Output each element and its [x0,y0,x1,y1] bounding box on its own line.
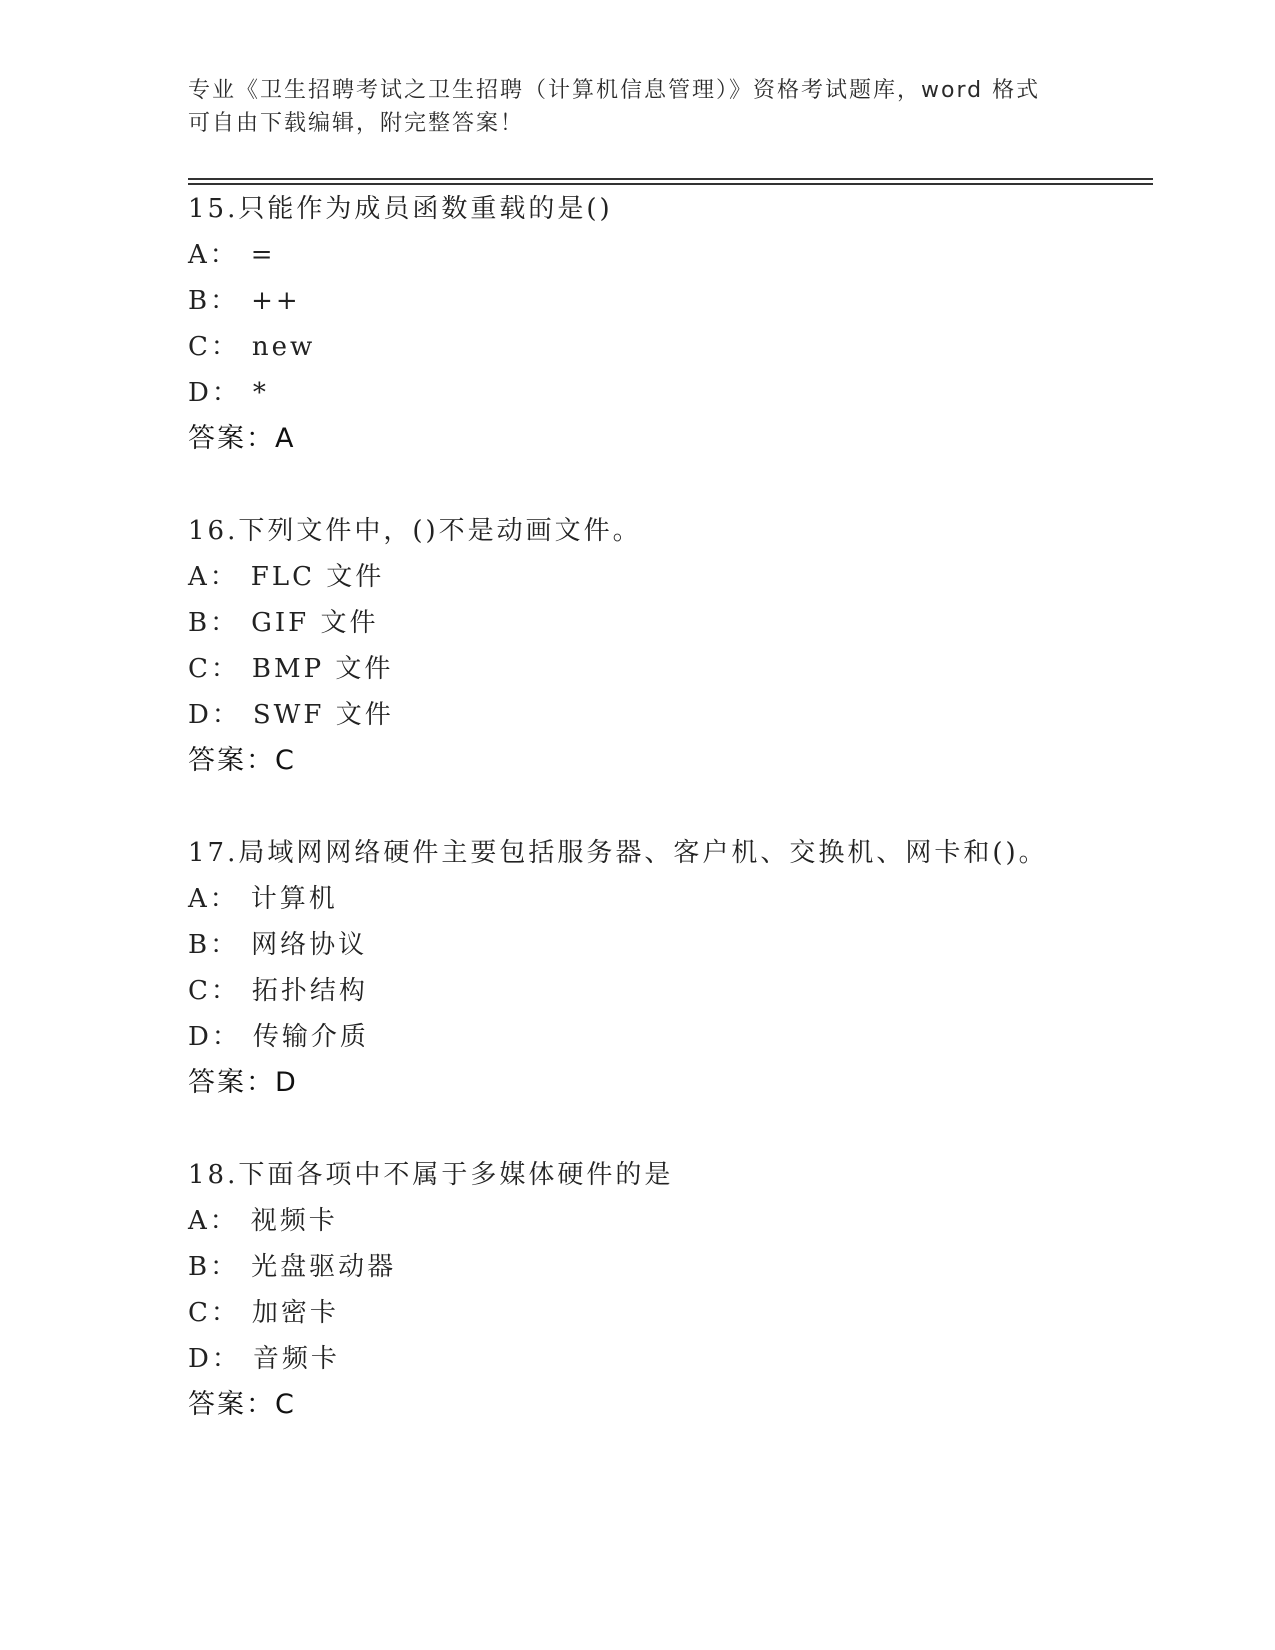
answer: 答案：C [188,745,296,776]
option-d: D： * [188,378,269,408]
option-b: B： GIF 文件 [188,608,379,638]
option-c: C： new [188,332,316,362]
header-divider-top [188,178,1153,180]
answer: 答案：C [188,1389,296,1420]
option-a: A： 视频卡 [188,1206,338,1236]
option-a: A： = [188,240,276,270]
answer: 答案：A [188,423,296,454]
option-d: D： 音频卡 [188,1344,340,1374]
option-d: D： 传输介质 [188,1022,369,1052]
document-header [188,74,1088,140]
option-b: B： ++ [188,286,301,316]
option-d: D： SWF 文件 [188,700,394,730]
question-16 [188,508,1148,784]
question-15 [188,186,1148,462]
option-b: B： 网络协议 [188,930,368,960]
question-title: 16.下列文件中，()不是动画文件。 [188,516,642,546]
option-c: C： 拓扑结构 [188,976,368,1006]
option-a: A： FLC 文件 [188,562,385,592]
option-c: C： 加密卡 [188,1298,339,1328]
question-title: 17.局域网网络硬件主要包括服务器、客户机、交换机、网卡和()。 [188,838,1048,868]
question-title: 18.下面各项中不属于多媒体硬件的是 [188,1160,674,1190]
option-b: B： 光盘驱动器 [188,1252,397,1282]
answer: 答案：D [188,1067,298,1098]
question-title: 15.只能作为成员函数重载的是() [188,194,613,224]
header-divider-bottom [188,183,1153,185]
question-18 [188,1152,1148,1428]
option-c: C： BMP 文件 [188,654,394,684]
header-line-2: 可自由下载编辑，附完整答案！ [188,111,525,136]
question-17 [188,830,1148,1106]
option-a: A： 计算机 [188,884,338,914]
header-line-1: 专业《卫生招聘考试之卫生招聘（计算机信息管理）》资格考试题库，word 格式 [188,78,1041,103]
